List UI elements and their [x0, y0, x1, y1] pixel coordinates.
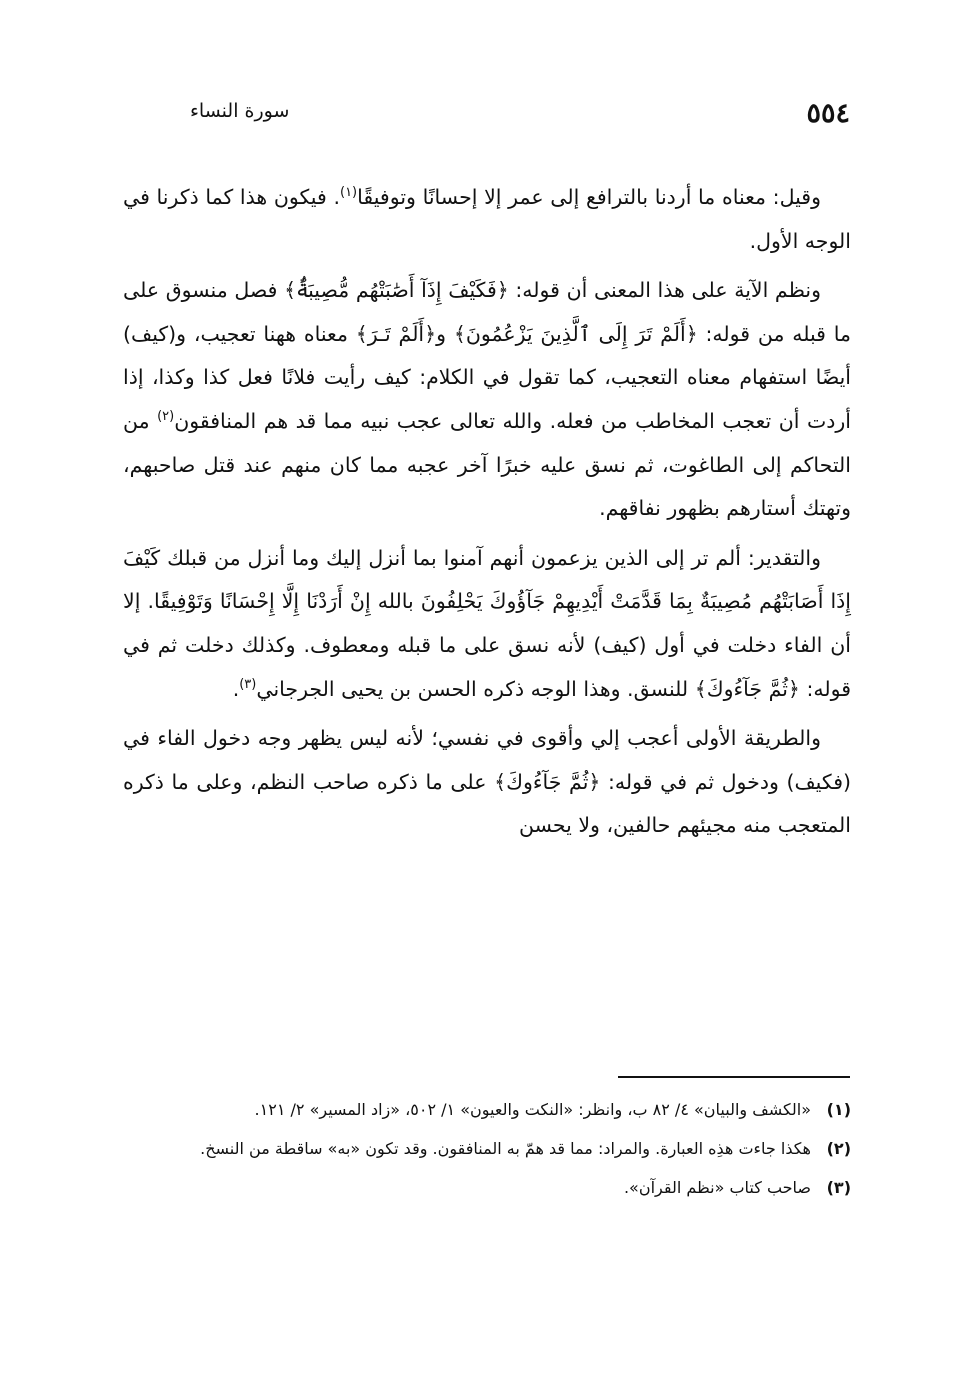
footnote-ref-1[interactable]: (١): [339, 185, 358, 201]
footnote-3: [123, 1172, 851, 1203]
main-text: [123, 176, 851, 854]
footnote-number: (٣): [826, 1178, 851, 1197]
footnote-2: [123, 1133, 851, 1164]
footnote-text: «الكشف والبيان» ٤/ ٨٢ ب، وانظر: «النكت والعيون» ١/ ٥٠٢، «زاد المسير» ٢/ ١٢١.: [254, 1100, 811, 1119]
footnote-text: هكذا جاءت هذِه العبارة. والمراد: مما قد همّ به المنافقون. وقد تكون «به» ساقطة من النسخ.: [200, 1139, 811, 1158]
footnote-number: (١): [826, 1100, 851, 1119]
footnotes: [123, 1094, 851, 1211]
paragraph-3: والتقدير: ألم تر إلى الذين يزعمون أنهم آمنوا بما أنزل إليك وما أنزل من قبلك كَيْفَ إِذَا أَصَابَتْهُم مُصِيبَةٌ بِمَا قَدَّمَتْ أَيْدِيهِمْ جَآؤُوكَ يَحْلِفُونَ بالله إِنْ أَرَدْنَا إِلَّا إِحْسَانًا وَتَوْفِيقًا. إلا أن الفاء دخلت في أول (كيف) لأنه نسق على ما قبله ومعطوف. وكذلك دخلت ثم في قوله: ﴿ثُمَّ جَآءُوكَ﴾ للنسق. وهذا الوجه ذكره الحسن بن يحيى الجرجاني$^{(٣)}$.: [123, 545, 851, 701]
page-number: ٥٥٤: [806, 98, 850, 129]
footnote-ref-2[interactable]: (٢): [157, 409, 175, 425]
surah-title: سورة النساء: [190, 100, 290, 122]
footnote-1: [123, 1094, 851, 1125]
footnote-ref-3[interactable]: (٣): [239, 676, 257, 692]
paragraph-1: وقيل: معناه ما أردنا بالترافع إلى عمر إلا إحسانًا وتوفيقًا$^{(١)}$. فيكون هذا كما ذكرنا في الوجه الأول.: [123, 185, 851, 253]
footnote-number: (٢): [826, 1139, 851, 1158]
footnote-text: صاحب كتاب «نظم القرآن».: [623, 1178, 811, 1197]
running-header: [120, 98, 850, 138]
paragraph-4: والطريقة الأولى أعجب إلي وأقوى في نفسي؛ لأنه ليس يظهر وجه دخول الفاء في (فكيف) ودخول ثم في قوله: ﴿ثُمَّ جَآءُوكَ﴾ على ما ذكره صاحب النظم، وعلى ما ذكره المتعجب منه مجيئهم حالفين، ولا يحسن: [123, 726, 851, 838]
footnote-divider: [618, 1076, 850, 1078]
paragraph-2: ونظم الآية على هذا المعنى أن قوله: ﴿فَكَيْفَ إِذَآ أَصَٰبَتْهُم مُّصِيبَةٌۢ﴾ فصل منسوق على ما قبله من قوله: ﴿أَلَمْ تَرَ إِلَى ٱلَّذِينَ يَزْعُمُونَ﴾ و﴿أَلَمْ تَـرَ﴾ معناه ههنا تعجيب، و(كيف) أيضًا استفهام معناه التعجيب، كما تقول في الكلام: كيف رأيت فلانًا فعل كذا وكذا، إذا أردت أن تعجب المخاطب من فعله. والله تعالى عجب نبيه مما قد هم المنافقون$^{(٢)}$ من التحاكم إلى الطاغوت، ثم نسق عليه خبرًا آخر عجبه مما كان منهم عند قتل صاحبهم، وتهتك أستارهم بظهور نفاقهم.: [123, 278, 851, 521]
